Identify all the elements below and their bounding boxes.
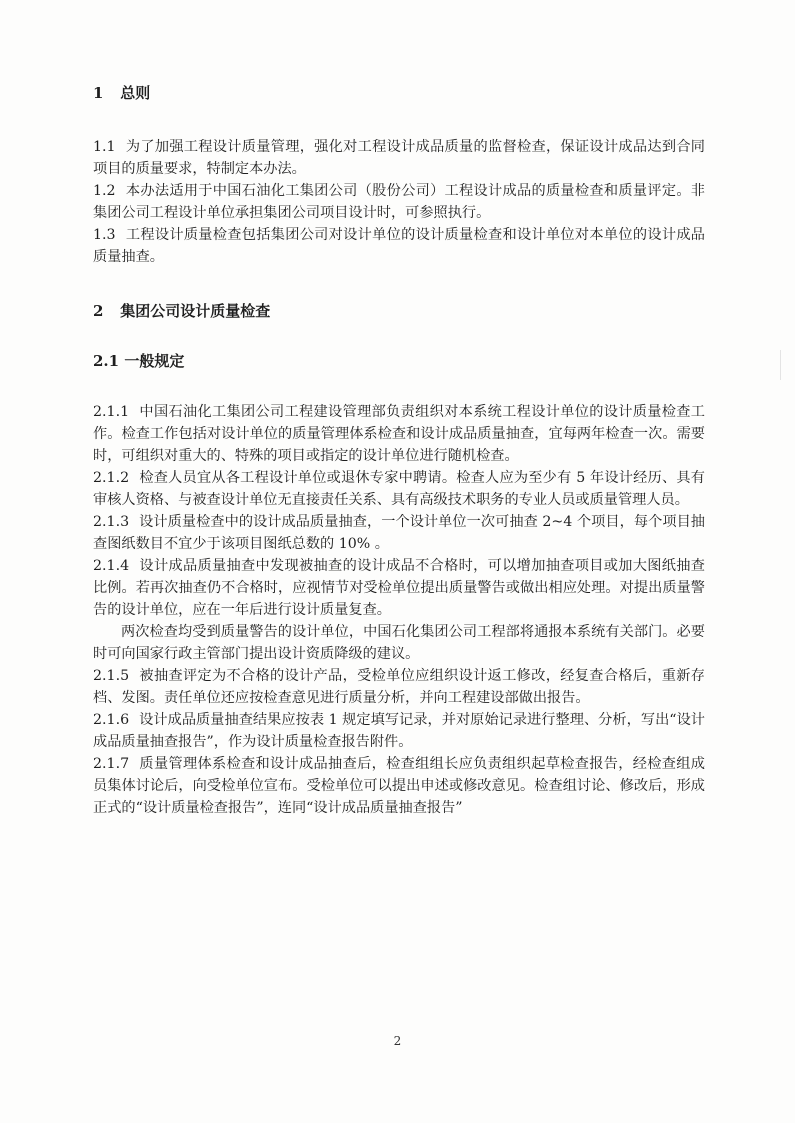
clause-text: 检查人员宜从各工程设计单位或退休专家中聘请。检查人应为至少有 5 年设计经历、具有审核人资格、与被查设计单位无直接责任关系、具有高级技术职务的专业人员或质量管理人员。 (93, 470, 705, 508)
paragraph-2-1-1 (93, 401, 705, 467)
clause-text: 质量管理体系检查和设计成品抽查后，检查组组长应负责组织起草检查报告，经检查组成员集体讨论后，向受检单位宣布。受检单位可以提出申述或修改意见。检查组讨论、修改后，形成正式的“设计质量检查报告”，连同“设计成品质量抽查报告” (93, 756, 705, 816)
scan-artifact (780, 350, 781, 380)
section-1-heading (93, 83, 705, 103)
clause-text: 为了加强工程设计质量管理，强化对工程设计成品质量的监督检查，保证设计成品达到合同项目的质量要求，特制定本办法。 (93, 139, 705, 177)
clause-number: 2.1.6 (93, 712, 130, 728)
paragraph-1-3 (93, 224, 705, 268)
clause-text: 设计质量检查中的设计成品质量抽查，一个设计单位一次可抽查 2~4 个项目，每个项目抽查图纸数目不宜少于该项目图纸总数的 10% 。 (93, 514, 705, 552)
paragraph-1-1 (93, 136, 705, 180)
paragraph-2-1-7 (93, 753, 705, 819)
section-2-title: 集团公司设计质量检查 (120, 302, 271, 320)
clause-text: 本办法适用于中国石油化工集团公司（股份公司）工程设计成品的质量检查和质量评定。非集团公司工程设计单位承担集团公司项目设计时，可参照执行。 (93, 183, 705, 221)
clause-number: 1.3 (93, 227, 116, 243)
page-number: 2 (393, 1034, 402, 1048)
paragraph-2-1-5 (93, 665, 705, 709)
clause-number: 2.1.3 (93, 514, 130, 530)
paragraph-2-1-4-continued (93, 621, 705, 665)
section-2-number: 2 (93, 302, 104, 320)
paragraph-2-1-4 (93, 555, 705, 621)
paragraph-2-1-2 (93, 467, 705, 511)
clause-text: 设计成品质量抽查中发现被抽查的设计成品不合格时，可以增加抽查项目或加大图纸抽查比例。若再次抽查仍不合格时，应视情节对受检单位提出质量警告或做出相应处理。对提出质量警告的设计单位，应在一年后进行设计质量复查。 (93, 558, 705, 618)
clause-number: 2.1.4 (93, 558, 130, 574)
clause-text: 中国石油化工集团公司工程建设管理部负责组织对本系统工程设计单位的设计质量检查工作。检查工作包括对设计单位的质量管理体系检查和设计成品质量抽查，宜每两年检查一次。需要时，可组织对重大的、特殊的项目或指定的设计单位进行随机检查。 (93, 404, 705, 464)
paragraph-2-1-3 (93, 511, 705, 555)
paragraph-1-2 (93, 180, 705, 224)
clause-text: 工程设计质量检查包括集团公司对设计单位的设计质量检查和设计单位对本单位的设计成品质量抽查。 (93, 227, 705, 265)
section-1-title: 总则 (120, 84, 151, 102)
clause-number: 2.1.5 (93, 668, 130, 684)
clause-number: 2.1.1 (93, 404, 130, 420)
section-2-1-heading: 2.1 一般规定 (93, 352, 185, 370)
section-2-heading (93, 301, 705, 321)
clause-text: 被抽查评定为不合格的设计产品，受检单位应组织设计返工修改，经复查合格后，重新存档、发图。责任单位还应按检查意见进行质量分析，并向工程建设部做出报告。 (93, 668, 705, 706)
clause-number: 1.2 (93, 183, 116, 199)
clause-number: 2.1.2 (93, 470, 130, 486)
clause-number: 1.1 (93, 139, 116, 155)
paragraph-2-1-6 (93, 709, 705, 753)
clause-text: 设计成品质量抽查结果应按表 1 规定填写记录，并对原始记录进行整理、分析，写出“设计成品质量抽查报告”，作为设计质量检查报告附件。 (93, 712, 705, 750)
document-body (93, 83, 705, 819)
section-1-number: 1 (93, 84, 104, 102)
clause-text: 两次检查均受到质量警告的设计单位，中国石化集团公司工程部将通报本系统有关部门。必要时可向国家行政主管部门提出设计资质降级的建议。 (93, 624, 705, 662)
clause-number: 2.1.7 (93, 756, 130, 772)
